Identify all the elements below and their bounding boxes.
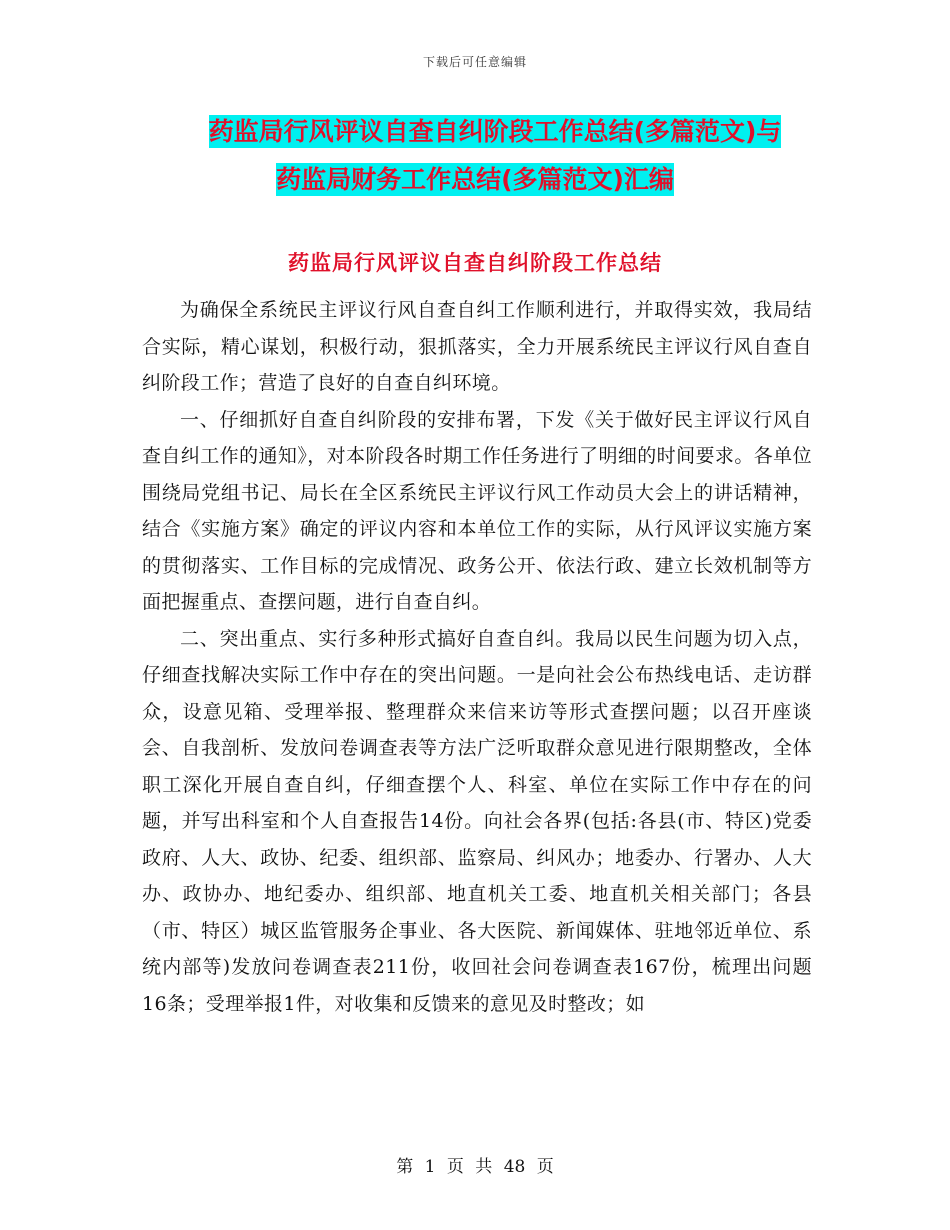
- document-title-line-1: 药监局行风评议自查自纠阶段工作总结(多篇范文)与: [208, 117, 782, 146]
- document-title: [0, 108, 950, 204]
- header-note: 下载后可任意编辑: [422, 55, 527, 69]
- document-body: [142, 292, 812, 1022]
- section-title: 药监局行风评议自查自纠阶段工作总结: [288, 251, 662, 275]
- paragraph: 二、突出重点、实行多种形式搞好自查自纠。我局以民生问题为切入点，仔细查找解决实际工作中存在的突出问题。一是向社会公布热线电话、走访群众，设意见箱、受理举报、整理群众来信来访等形式查摆问题；以召开座谈会、自我剖析、发放问卷调查表等方法广泛听取群众意见进行限期整改，全体职工深化开展自查自纠，仔细查摆个人、科室、单位在实际工作中存在的问题，并写出科室和个人自查报告14份。向社会各界(包括:各县(市、特区)党委政府、人大、政协、纪委、组织部、监察局、纠风办；地委办、行署办、人大办、政协办、地纪委办、组织部、地直机关工委、地直机关相关部门；各县（市、特区）城区监管服务企事业、各大医院、新闻媒体、驻地邻近单位、系统内部等)发放问卷调查表211份，收回社会问卷调查表167份，梳理出问题16条；受理举报1件，对收集和反馈来的意见及时整改；如: [142, 627, 812, 1015]
- paragraph: 为确保全系统民主评议行风自查自纠工作顺利进行，并取得实效，我局结合实际，精心谋划，积极行动，狠抓落实，全力开展系统民主评议行风自查自纠阶段工作；营造了良好的自查自纠环境。: [142, 299, 812, 394]
- page-number: 第 1 页 共 48 页: [396, 1157, 554, 1177]
- paragraph: 一、仔细抓好自查自纠阶段的安排布署，下发《关于做好民主评议行风自查自纠工作的通知》，对本阶段各时期工作任务进行了明细的时间要求。各单位围绕局党组书记、局长在全区系统民主评议行风工作动员大会上的讲话精神，结合《实施方案》确定的评议内容和本单位工作的实际，从行风评议实施方案的贯彻落实、工作目标的完成情况、政务公开、依法行政、建立长效机制等方面把握重点、查摆问题，进行自查自纠。: [142, 408, 812, 613]
- document-title-line-2: 药监局财务工作总结(多篇范文)汇编: [276, 165, 674, 194]
